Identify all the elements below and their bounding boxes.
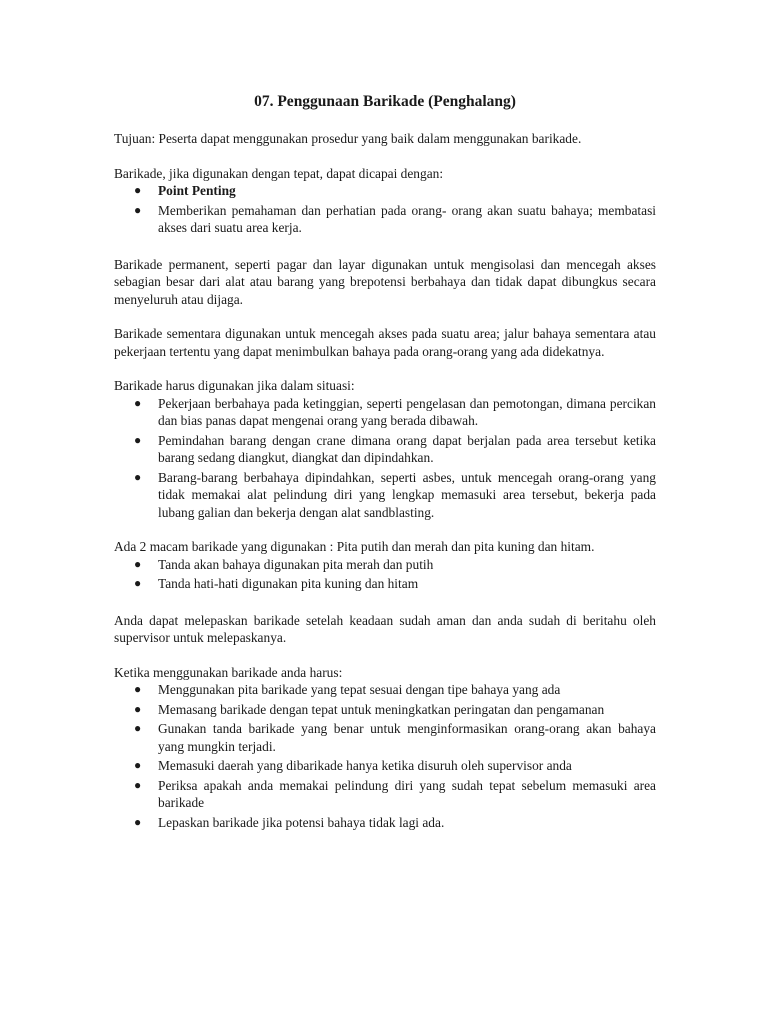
section4-list [114,681,656,831]
list-item-text: Memasang barikade dengan tepat untuk meningkatkan peringatan dan pengamanan [158,701,605,717]
document-page [114,92,656,833]
list-item-text: Periksa apakah anda memakai pelindung diri yang sudah tepat sebelum memasuki area barikade [158,777,656,810]
bullet-icon: ● [134,183,142,197]
lepas-paragraph: Anda dapat melepaskan barikade setelah keadaan sudah aman dan anda sudah di beritahu oleh supervisor untuk melepaskanya. [114,612,656,645]
tujuan-paragraph: Tujuan: Peserta dapat menggunakan prosedur yang baik dalam menggunakan barikade. [114,131,582,146]
list-item [114,701,656,719]
sementara-paragraph: Barikade sementara digunakan untuk mencegah akses pada suatu area; jalur bahaya sementara atau pekerjaan tertentu yang dapat menimbulkan bahaya pada orang-orang yang ada didekatnya. [114,326,656,359]
list-item [114,720,656,755]
section1-list [114,182,656,237]
list-item [114,432,656,467]
bullet-icon: ● [134,556,142,571]
list-item-text: Lepaskan barikade jika potensi bahaya tidak lagi ada. [158,814,445,830]
list-item-text: Menggunakan pita barikade yang tepat sesuai dengan tipe bahaya yang ada [158,682,561,697]
list-item [114,681,656,699]
list-item-text: Gunakan tanda barikade yang benar untuk menginformasikan orang-orang akan bahaya yang mungkin terjadi. [158,721,656,754]
bullet-icon: ● [134,202,142,217]
bullet-icon: ● [134,721,142,735]
list-item-text: Memasuki daerah yang dibarikade hanya ketika disuruh oleh supervisor anda [158,758,572,773]
bullet-icon: ● [134,395,142,410]
list-item [114,777,656,812]
list-item-text: Point Penting [158,183,236,198]
list-item [114,202,656,237]
list-item [114,182,656,200]
list-item-text: Pemindahan barang dengan crane dimana orang dapat berjalan pada area tersebut ketika barang sedang diangkut, diangkat dan dipindahkan. [158,432,656,465]
list-item-text: Barang-barang berbahaya dipindahkan, seperti asbes, untuk mencegah orang-orang yang tidak memakai alat pelindung diri yang lengkap memasuki area tersebut, bekerja pada lubang galian dan bekerja dengan alat sandblasting. [158,469,656,520]
list-item [114,395,656,430]
section3-intro: Ada 2 macam barikade yang digunakan : Pita putih dan merah dan pita kuning dan hitam. [114,539,595,554]
section3-list [114,556,656,593]
list-item-text: Tanda akan bahaya digunakan pita merah dan putih [158,556,434,572]
bullet-icon: ● [134,777,142,792]
bullet-icon: ● [134,432,142,447]
section2-intro: Barikade harus digunakan jika dalam situasi: [114,378,355,393]
list-item [114,575,656,593]
permanent-paragraph: Barikade permanent, seperti pagar dan layar digunakan untuk mengisolasi dan mencegah akses sebagian besar dari alat atau barang yang brepotensi berbahaya dan tidak dapat dibungkus secara menyeluruh atau dijaga. [114,256,656,307]
section1-intro: Barikade, jika digunakan dengan tepat, dapat dicapai dengan: [114,165,444,181]
section4-intro: Ketika menggunakan barikade anda harus: [114,664,343,680]
list-item-text: Tanda hati-hati digunakan pita kuning dan hitam [158,576,419,591]
list-item [114,556,656,574]
list-item [114,469,656,522]
bullet-icon: ● [134,682,142,696]
bullet-icon: ● [134,469,142,484]
bullet-icon: ● [134,758,142,772]
list-item-text: Memberikan pemahaman dan perhatian pada orang- orang akan suatu bahaya; membatasi akses dari suatu area kerja. [158,202,656,235]
bullet-icon: ● [134,701,142,716]
document-title: 07. Penggunaan Barikade (Penghalang) [254,93,516,110]
list-item [114,814,656,832]
bullet-icon: ● [134,814,142,829]
section2-list [114,395,656,522]
list-item-text: Pekerjaan berbahaya pada ketinggian, seperti pengelasan dan pemotongan, dimana percikan dan bias panas dapat mengenai orang yang berada dibawah. [158,395,656,428]
list-item [114,757,656,775]
bullet-icon: ● [134,576,142,590]
